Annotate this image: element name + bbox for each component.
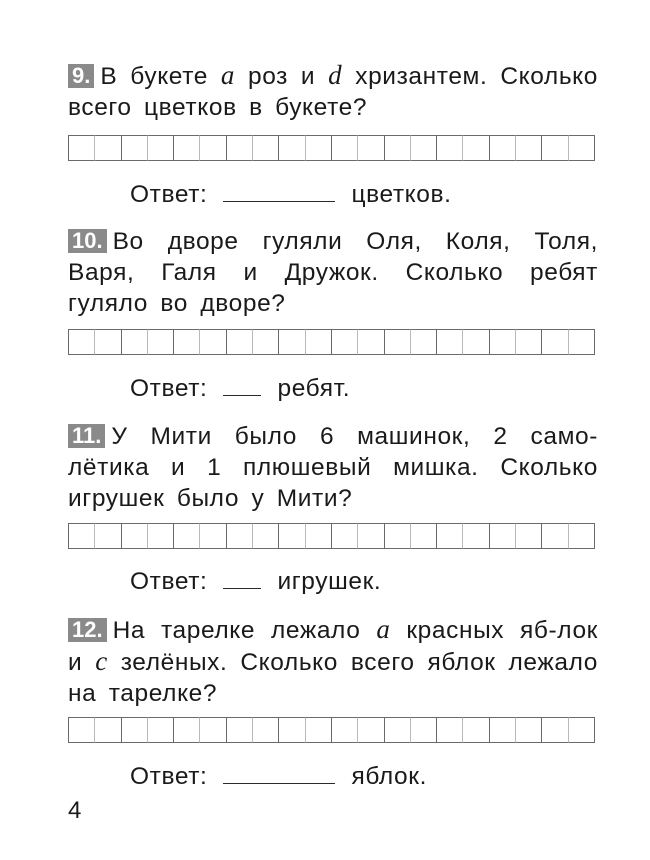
- answer-label: Ответ:: [130, 181, 208, 208]
- grid-cell[interactable]: [542, 329, 568, 355]
- grid-cell[interactable]: [148, 717, 174, 743]
- answer-grid-task-12[interactable]: [68, 717, 595, 743]
- grid-cell[interactable]: [437, 135, 463, 161]
- grid-cell[interactable]: [358, 135, 384, 161]
- grid-cell[interactable]: [200, 717, 226, 743]
- grid-cell[interactable]: [516, 329, 542, 355]
- task-text-segment: В букете: [100, 63, 221, 90]
- answer-unit: игрушек.: [277, 568, 382, 595]
- grid-cell[interactable]: [516, 523, 542, 549]
- grid-cell[interactable]: [437, 329, 463, 355]
- grid-cell[interactable]: [95, 329, 121, 355]
- grid-cell[interactable]: [569, 135, 595, 161]
- grid-cell[interactable]: [200, 523, 226, 549]
- grid-cell[interactable]: [200, 329, 226, 355]
- grid-cell[interactable]: [148, 135, 174, 161]
- task-text-segment: Во дворе гуляли Оля, Коля, Толя, Варя, Галя и Дружок. Сколько ребят гуляло во дворе?: [68, 228, 598, 317]
- grid-cell[interactable]: [358, 717, 384, 743]
- grid-cell[interactable]: [358, 523, 384, 549]
- task-number-badge: 11.: [68, 424, 105, 448]
- grid-cell[interactable]: [279, 135, 305, 161]
- grid-cell[interactable]: [227, 329, 253, 355]
- grid-cell[interactable]: [385, 135, 411, 161]
- answer-label: Ответ:: [130, 763, 208, 790]
- grid-cell[interactable]: [463, 523, 489, 549]
- task-12: [68, 614, 598, 709]
- grid-cell[interactable]: [463, 135, 489, 161]
- grid-cell[interactable]: [490, 523, 516, 549]
- grid-cell[interactable]: [69, 523, 95, 549]
- grid-cell[interactable]: [253, 329, 279, 355]
- grid-cell[interactable]: [490, 135, 516, 161]
- grid-cell[interactable]: [200, 135, 226, 161]
- grid-cell[interactable]: [122, 329, 148, 355]
- grid-cell[interactable]: [174, 717, 200, 743]
- grid-cell[interactable]: [306, 523, 332, 549]
- task-10: [68, 226, 598, 319]
- answer-unit: яблок.: [351, 763, 427, 790]
- grid-cell[interactable]: [69, 329, 95, 355]
- grid-cell[interactable]: [411, 523, 437, 549]
- answer-blank[interactable]: [223, 375, 261, 396]
- grid-cell[interactable]: [253, 135, 279, 161]
- grid-cell[interactable]: [332, 135, 358, 161]
- grid-cell[interactable]: [332, 329, 358, 355]
- grid-cell[interactable]: [385, 329, 411, 355]
- grid-cell[interactable]: [227, 717, 253, 743]
- answer-grid-task-10[interactable]: [68, 329, 595, 355]
- grid-cell[interactable]: [542, 717, 568, 743]
- grid-cell[interactable]: [174, 329, 200, 355]
- answer-blank[interactable]: [223, 763, 335, 784]
- grid-cell[interactable]: [516, 717, 542, 743]
- grid-cell[interactable]: [332, 523, 358, 549]
- task-text-segment: На тарелке лежало: [112, 617, 377, 644]
- grid-cell[interactable]: [463, 329, 489, 355]
- grid-cell[interactable]: [95, 135, 121, 161]
- task-9-text: [68, 60, 598, 123]
- grid-cell[interactable]: [542, 135, 568, 161]
- answer-blank[interactable]: [223, 181, 335, 202]
- grid-cell[interactable]: [253, 717, 279, 743]
- grid-cell[interactable]: [437, 717, 463, 743]
- grid-cell[interactable]: [490, 717, 516, 743]
- answer-line-task-10: [130, 374, 350, 404]
- variable-c: c: [95, 646, 108, 676]
- grid-cell[interactable]: [122, 135, 148, 161]
- grid-cell[interactable]: [332, 717, 358, 743]
- answer-line-task-9: [130, 180, 452, 210]
- answer-label: Ответ:: [130, 568, 208, 595]
- answer-line-task-11: [130, 567, 381, 597]
- answer-blank[interactable]: [223, 568, 261, 589]
- grid-cell[interactable]: [227, 135, 253, 161]
- grid-cell[interactable]: [358, 329, 384, 355]
- grid-cell[interactable]: [385, 523, 411, 549]
- page-number: 4: [68, 797, 82, 824]
- task-number-badge: 10.: [68, 229, 107, 253]
- variable-d: d: [328, 60, 343, 90]
- task-10-text: [68, 226, 598, 319]
- grid-cell[interactable]: [306, 329, 332, 355]
- grid-cell[interactable]: [148, 329, 174, 355]
- task-text-segment: роз и: [235, 63, 329, 90]
- grid-cell[interactable]: [174, 135, 200, 161]
- variable-a: a: [220, 60, 236, 90]
- grid-cell[interactable]: [306, 717, 332, 743]
- grid-cell[interactable]: [279, 523, 305, 549]
- variable-a: a: [376, 614, 391, 644]
- task-11: [68, 421, 598, 514]
- answer-label: Ответ:: [130, 375, 208, 402]
- grid-cell[interactable]: [279, 329, 305, 355]
- grid-cell[interactable]: [95, 717, 121, 743]
- grid-cell[interactable]: [385, 717, 411, 743]
- grid-cell[interactable]: [411, 717, 437, 743]
- grid-cell[interactable]: [174, 523, 200, 549]
- grid-cell[interactable]: [569, 329, 595, 355]
- grid-cell[interactable]: [122, 717, 148, 743]
- grid-cell[interactable]: [569, 717, 595, 743]
- grid-cell[interactable]: [411, 135, 437, 161]
- task-12-text: [68, 614, 598, 709]
- task-number-badge: 9.: [68, 64, 94, 88]
- grid-cell[interactable]: [69, 717, 95, 743]
- grid-cell[interactable]: [122, 523, 148, 549]
- task-text-segment: красных яб-лок и: [68, 617, 598, 676]
- answer-line-task-12: [130, 762, 427, 792]
- grid-cell[interactable]: [411, 329, 437, 355]
- grid-cell[interactable]: [253, 523, 279, 549]
- grid-cell[interactable]: [148, 523, 174, 549]
- answer-unit: ребят.: [277, 375, 351, 402]
- grid-cell[interactable]: [516, 135, 542, 161]
- grid-cell[interactable]: [279, 717, 305, 743]
- grid-cell[interactable]: [227, 523, 253, 549]
- grid-cell[interactable]: [463, 717, 489, 743]
- task-text-segment: хризантем. Сколько всего цветков в букете?: [68, 63, 599, 121]
- answer-grid-task-11[interactable]: [68, 523, 595, 549]
- grid-cell[interactable]: [437, 523, 463, 549]
- grid-cell[interactable]: [95, 523, 121, 549]
- answer-grid-task-9[interactable]: [68, 135, 595, 161]
- grid-cell[interactable]: [69, 135, 95, 161]
- grid-cell[interactable]: [542, 523, 568, 549]
- grid-cell[interactable]: [569, 523, 595, 549]
- task-9: [68, 60, 598, 123]
- answer-unit: цветков.: [351, 181, 452, 208]
- task-number-badge: 12.: [68, 618, 107, 642]
- task-text-segment: У Мити было 6 машинок, 2 само-лётика и 1 плюшевый мишка. Сколько игрушек было у Мити?: [68, 423, 598, 512]
- task-11-text: [68, 421, 598, 514]
- task-text-segment: зелёных. Сколько всего яблок лежало на тарелке?: [68, 649, 598, 707]
- grid-cell[interactable]: [490, 329, 516, 355]
- grid-cell[interactable]: [306, 135, 332, 161]
